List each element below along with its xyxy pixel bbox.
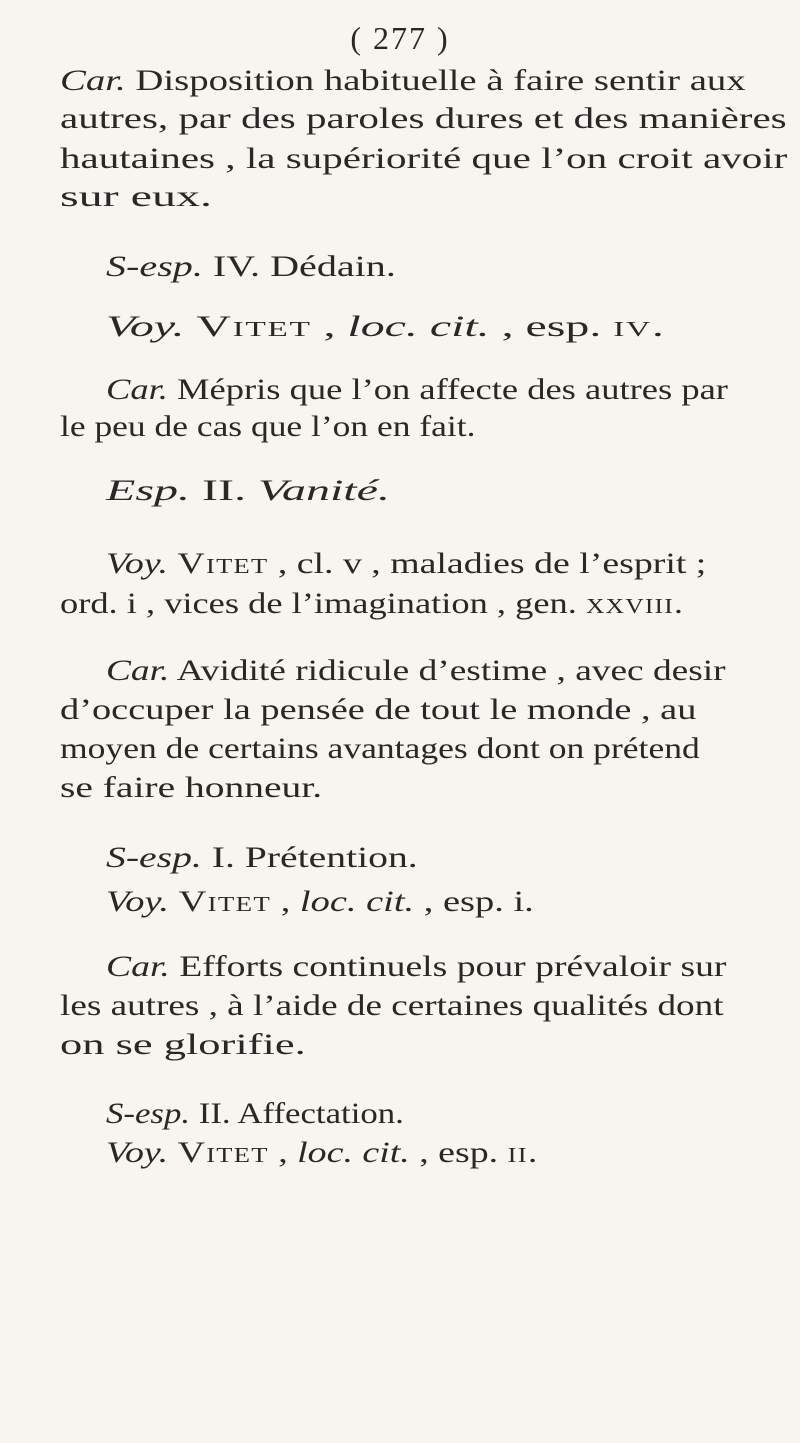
text-run: IV. Dédain. xyxy=(202,250,396,283)
text-run xyxy=(169,885,179,918)
text-run: hautaines , la supériorité que l’on croit avoir xyxy=(60,142,788,175)
text-run: , esp. i. xyxy=(414,885,534,918)
text-line xyxy=(106,248,396,286)
text-run: Voy. xyxy=(106,547,168,580)
page-number: ( 277 ) xyxy=(350,20,450,56)
text-line xyxy=(60,691,696,729)
text-line xyxy=(106,472,390,510)
text-run: le peu de cas que l’on en fait. xyxy=(60,410,476,443)
text-run: Vitet xyxy=(177,547,269,580)
text-run: S-esp. xyxy=(106,841,202,874)
text-run: Voy. xyxy=(106,1136,169,1169)
text-run xyxy=(168,547,177,580)
text-run: autres, par des paroles dures et des manières xyxy=(60,102,787,135)
text-run: , xyxy=(271,885,300,918)
text-run: II. Affectation. xyxy=(190,1097,404,1130)
text-line xyxy=(60,100,787,138)
text-run: loc. cit. xyxy=(347,310,490,343)
text-run: S-esp. xyxy=(106,1097,191,1130)
text-run: , xyxy=(311,310,348,343)
text-line xyxy=(60,585,684,623)
text-run: Car. xyxy=(106,950,170,983)
text-run: Voy. xyxy=(106,885,170,918)
text-run: Avidité ridicule d’estime , avec desir xyxy=(169,654,726,687)
text-line xyxy=(60,1026,306,1064)
text-run: Esp. xyxy=(106,474,190,507)
text-run: loc. cit. xyxy=(297,1136,410,1169)
text-run: Vitet xyxy=(178,885,272,918)
text-line xyxy=(106,948,726,986)
text-line xyxy=(106,545,706,583)
text-run: S-esp. xyxy=(106,250,203,283)
text-line xyxy=(106,1095,404,1133)
text-run: Car. xyxy=(106,373,168,406)
text-run: , cl. v , maladies de l’esprit ; xyxy=(268,547,707,580)
text-run: Car. xyxy=(60,64,126,97)
text-run xyxy=(184,310,196,343)
text-run: xxviii. xyxy=(585,587,685,620)
text-line xyxy=(60,140,787,178)
text-line xyxy=(60,987,724,1025)
text-run: d’occuper la pensée de tout le monde , au xyxy=(60,693,697,726)
text-run: loc. cit. xyxy=(299,885,415,918)
text-line xyxy=(106,1134,539,1172)
text-run: Vanité. xyxy=(257,474,390,507)
text-line xyxy=(106,308,665,346)
text-run: iv. xyxy=(613,310,666,343)
text-run: Efforts continuels pour prévaloir sur xyxy=(169,950,727,983)
text-run: , esp. xyxy=(409,1136,508,1169)
text-run xyxy=(168,1136,177,1169)
text-line xyxy=(60,730,700,768)
text-line xyxy=(60,769,322,807)
text-line xyxy=(106,371,728,409)
text-run: Vitet xyxy=(196,310,312,343)
text-run: , esp. xyxy=(489,310,614,343)
text-line xyxy=(106,652,726,690)
text-run: on se glorifie. xyxy=(60,1028,306,1061)
text-line xyxy=(60,178,212,216)
text-run: , xyxy=(268,1136,298,1169)
text-run: I. Prétention. xyxy=(201,841,418,874)
text-run: sur eux. xyxy=(60,180,212,213)
text-run: Disposition habituelle à faire sentir aux xyxy=(125,64,746,97)
text-line xyxy=(60,62,746,100)
text-run: ord. i , vices de l’imagination , gen. xyxy=(60,587,586,620)
text-run: Voy. xyxy=(106,310,185,343)
text-line xyxy=(106,839,418,877)
text-run: moyen de certains avantages dont on prétend xyxy=(60,732,700,765)
text-run: Mépris que l’on affecte des autres par xyxy=(167,373,728,406)
text-run: ii. xyxy=(507,1136,539,1169)
text-run: Car. xyxy=(106,654,170,687)
text-line xyxy=(60,408,475,446)
text-line xyxy=(106,883,534,921)
text-run: Vitet xyxy=(177,1136,269,1169)
text-run: se faire honneur. xyxy=(60,771,323,804)
text-run: II. xyxy=(190,474,258,507)
text-run: les autres , à l’aide de certaines qualités dont xyxy=(60,989,724,1022)
